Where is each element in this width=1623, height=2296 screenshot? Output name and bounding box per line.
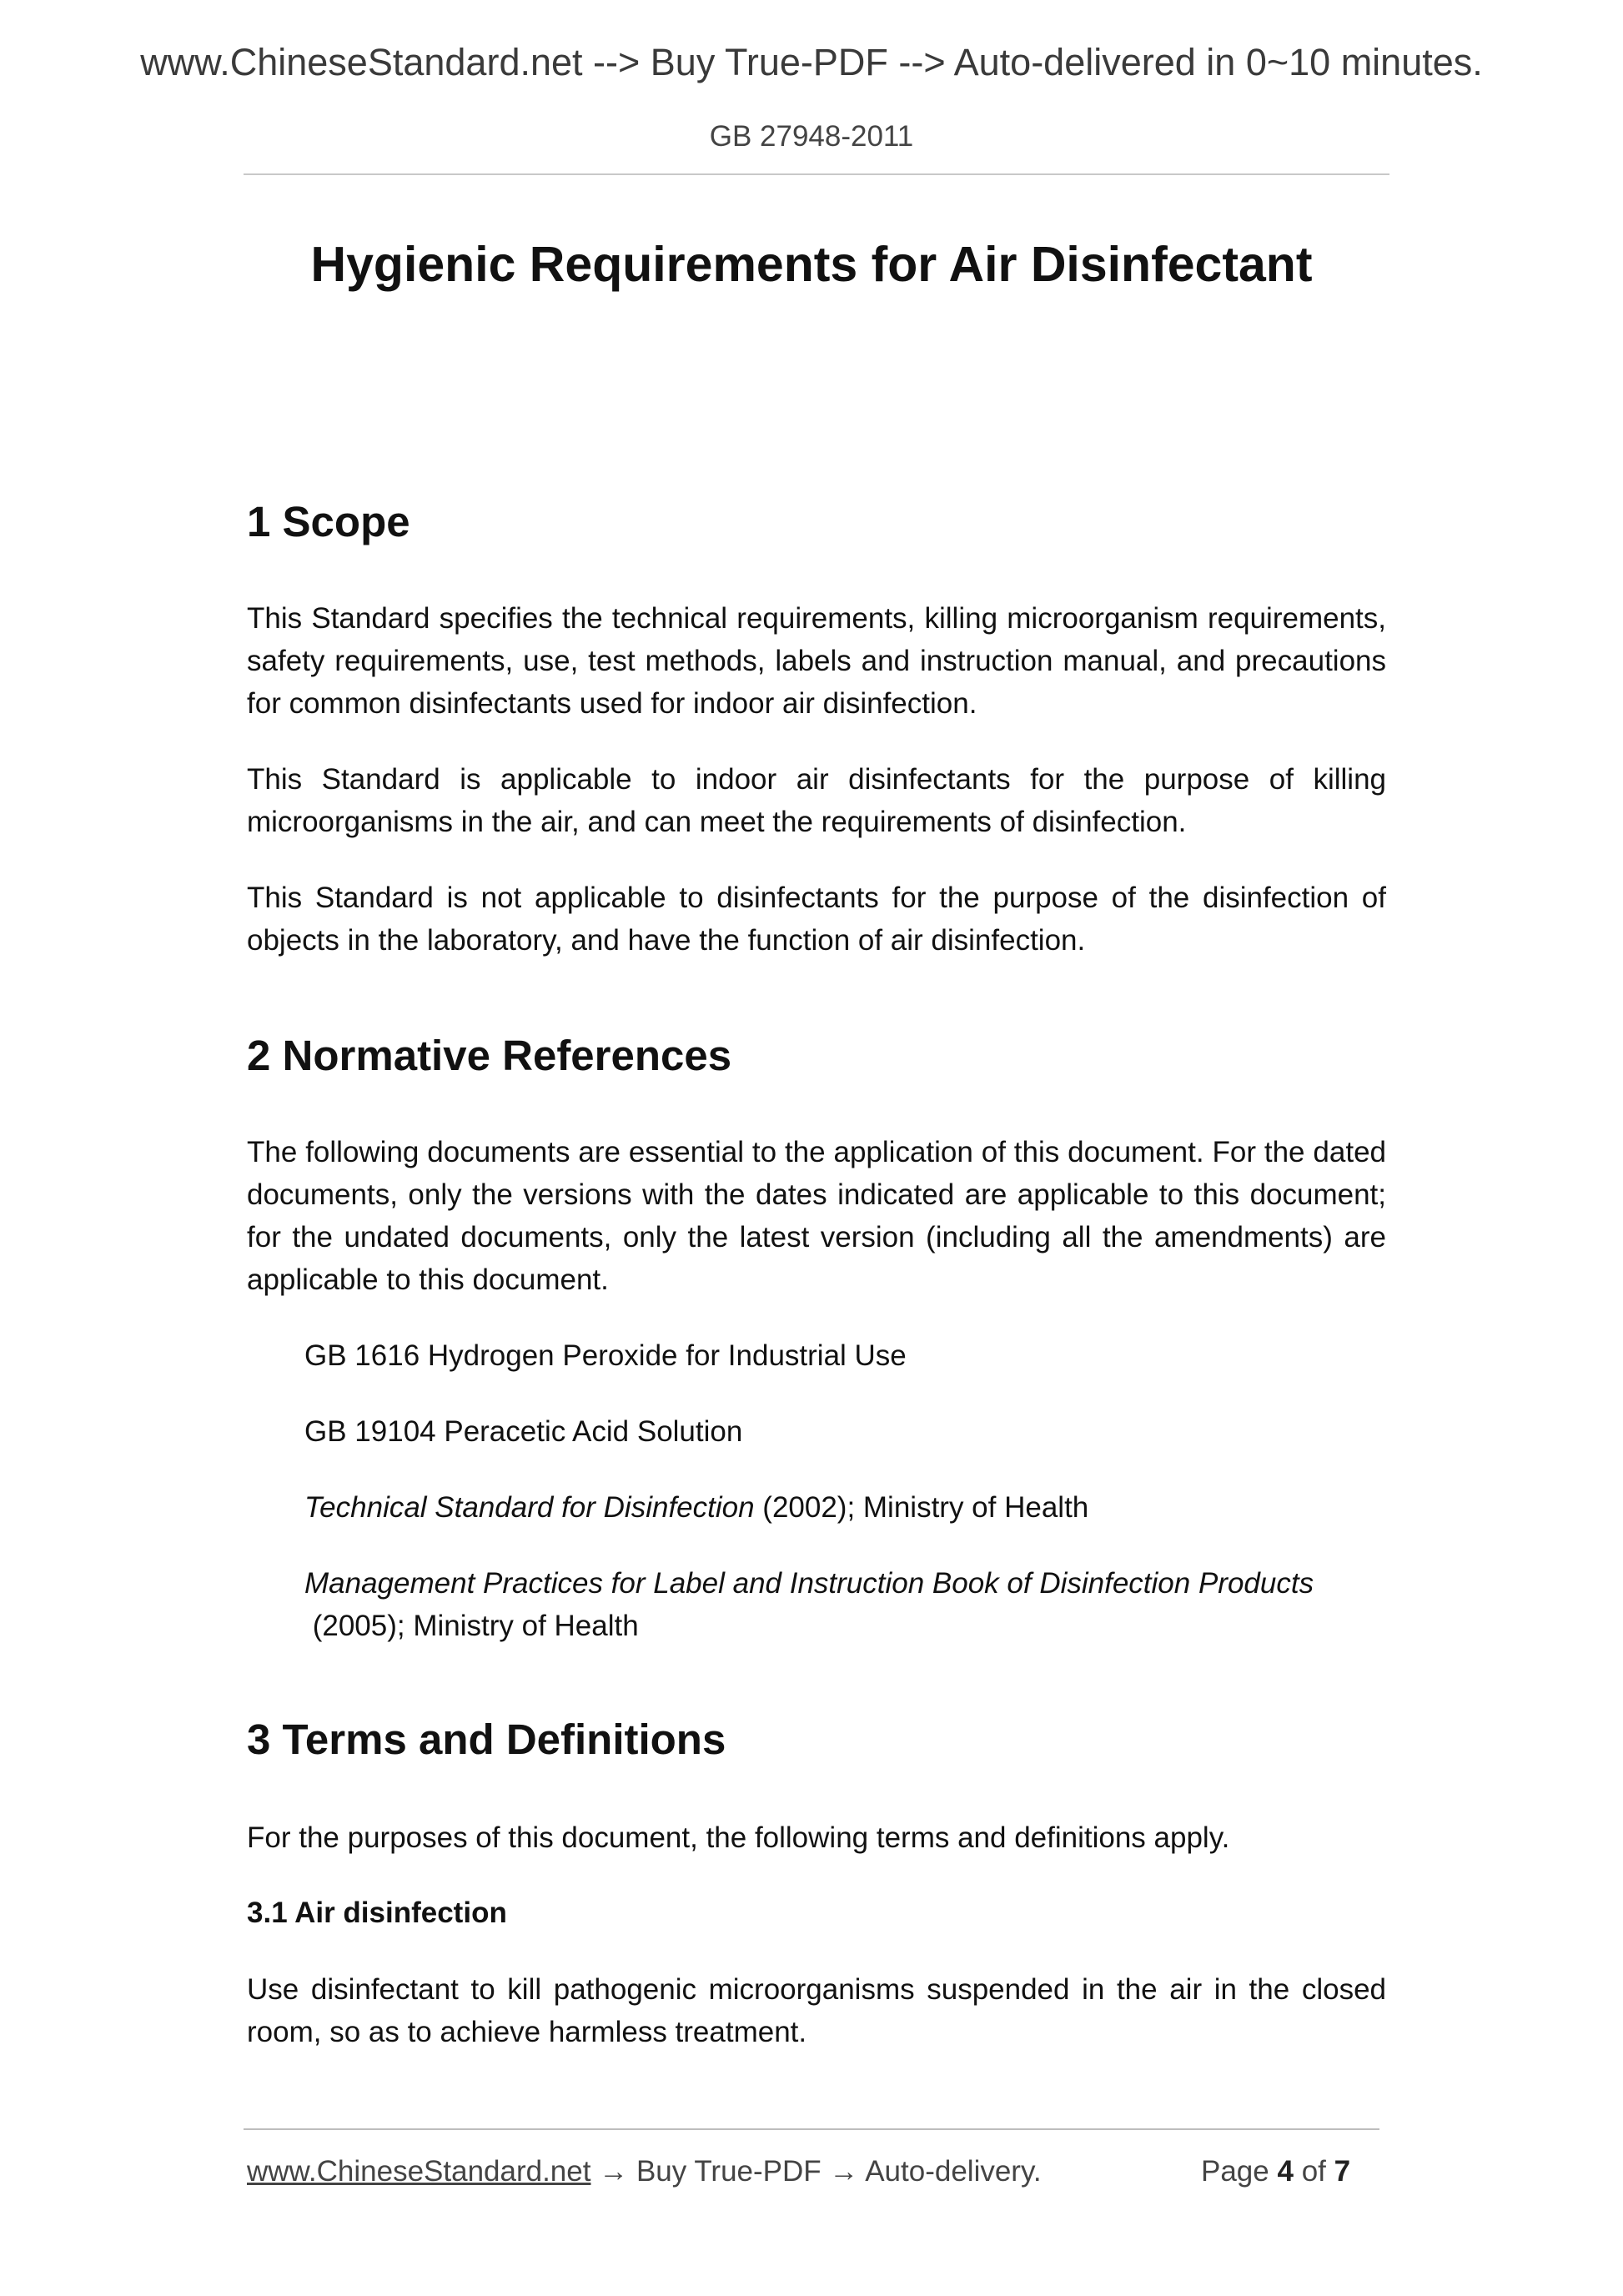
reference-title: Management Practices for Label and Instruction Book of Disinfection Products xyxy=(304,1567,1314,1600)
section-heading-normative-references: 2 Normative References xyxy=(247,1032,732,1079)
footer-site-link[interactable]: www.ChineseStandard.net xyxy=(247,2155,591,2188)
scope-paragraph-3: This Standard is not applicable to disinfectants for the purpose of the disinfection of objects in the laboratory, and have the function of air disinfection. xyxy=(247,882,1386,957)
section-heading-terms: 3 Terms and Definitions xyxy=(247,1716,726,1763)
reference-details: (2002); Ministry of Health xyxy=(754,1491,1089,1524)
reference-item: GB 19104 Peracetic Acid Solution xyxy=(304,1415,743,1448)
page-current: 4 xyxy=(1277,2155,1294,2188)
section-heading-scope: 1 Scope xyxy=(247,498,410,545)
scope-paragraph-1: This Standard specifies the technical requirements, killing microorganism requirements, safety requirements, use, test methods, labels and instruction manual, and precautions for common disinfectants used for indoor air disinfection. xyxy=(247,602,1386,720)
document-number: GB 27948-2011 xyxy=(709,120,914,153)
reference-item: GB 1616 Hydrogen Peroxide for Industrial Use xyxy=(304,1339,907,1372)
page-total: 7 xyxy=(1334,2155,1351,2188)
footer-delivery-text: Auto-delivery. xyxy=(865,2155,1042,2188)
footer-buy-text: Buy True-PDF xyxy=(636,2155,822,2188)
arrow-right-icon: → xyxy=(829,2155,859,2188)
page-label: Page xyxy=(1201,2155,1269,2188)
page-indicator xyxy=(1201,2157,1350,2186)
footer-links xyxy=(247,2157,1042,2186)
page-of-label: of xyxy=(1301,2155,1326,2188)
scope-paragraph-2: This Standard is applicable to indoor air disinfectants for the purpose of killing microorganisms in the air, and can meet the requirements of disinfection. xyxy=(247,763,1386,838)
header-divider xyxy=(244,173,1389,175)
reference-title: Technical Standard for Disinfection xyxy=(304,1491,755,1524)
footer-divider xyxy=(244,2128,1379,2130)
term-definition-air-disinfection: Use disinfectant to kill pathogenic microorganisms suspended in the air in the closed room, so as to achieve harmless treatment. xyxy=(247,1973,1386,2048)
page-title: Hygienic Requirements for Air Disinfectant xyxy=(310,237,1313,292)
reference-item xyxy=(304,1486,1386,1529)
term-heading-air-disinfection: 3.1 Air disinfection xyxy=(247,1897,507,1929)
arrow-right-icon: → xyxy=(599,2155,629,2188)
reference-details: (2005); Ministry of Health xyxy=(304,1610,639,1642)
terms-intro-paragraph: For the purposes of this document, the following terms and definitions apply. xyxy=(247,1821,1230,1854)
normative-intro-paragraph: The following documents are essential to the application of this document. For the dated documents, only the versions with the dates indicated are applicable to this document; for the undated documents, only the latest version (including all the amendments) are applicable to this document. xyxy=(247,1136,1386,1296)
reference-item xyxy=(304,1562,1386,1647)
top-banner: www.ChineseStandard.net --> Buy True-PDF --> Auto-delivered in 0~10 minutes. xyxy=(140,41,1483,83)
